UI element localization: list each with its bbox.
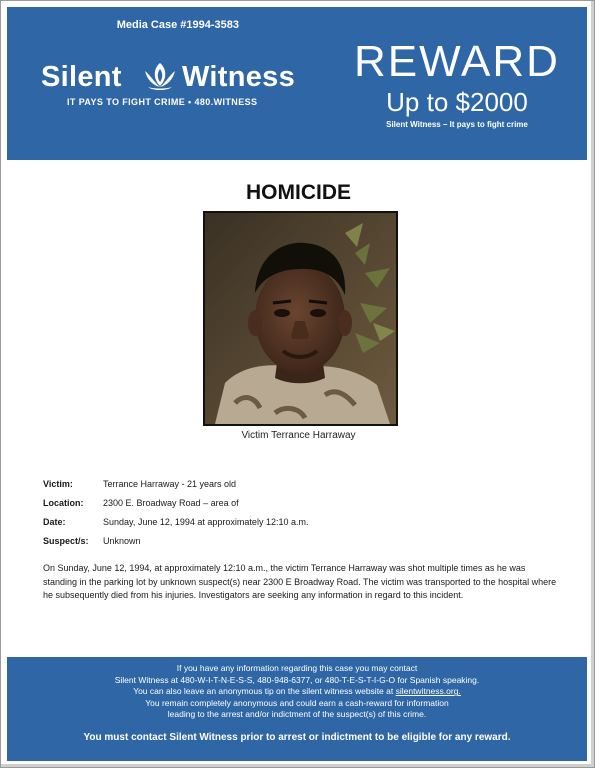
detail-row-date <box>43 517 563 536</box>
logo-word-witness: Witness <box>182 61 296 93</box>
reward-subtitle: Silent Witness – It pays to fight crime <box>386 120 528 129</box>
lotus-emblem-icon <box>141 59 179 95</box>
footer-banner <box>7 657 587 761</box>
detail-row-location <box>43 498 563 517</box>
footer-line <box>7 686 587 698</box>
case-details <box>43 479 563 555</box>
footer-line: Silent Witness at 480-W-I-T-N-E-S-S, 480-948-6377, or 480-T-E-S-T-I-G-O for Spanish speaking. <box>114 674 480 685</box>
logo-word-silent: Silent <box>41 61 122 93</box>
detail-value: 2300 E. Broadway Road – area of <box>103 498 239 508</box>
header-banner <box>7 7 587 160</box>
reward-heading: REWARD <box>354 37 560 86</box>
detail-value: Unknown <box>103 536 141 546</box>
silentwitness-website-link[interactable]: silentwitness.org. <box>395 686 461 697</box>
detail-label: Victim: <box>43 479 73 489</box>
footer-line-text: You can also leave an anonymous tip on the silent witness website at <box>133 686 396 697</box>
reward-eligibility-notice: You must contact Silent Witness prior to arrest or indictment to be eligible for any reward. <box>83 732 511 743</box>
victim-photo <box>203 211 398 426</box>
incident-narrative: On Sunday, June 12, 1994, at approximately 12:10 a.m., the victim Terrance Harraway was shot multiple times as he was standing in the parking lot by unknown suspect(s) near 2300 E Broadway Road. The victim was transported to the hospital where he subsequently died from his injuries. Investigators are seeking any information in regard to this incident. <box>43 563 557 600</box>
detail-value: Sunday, June 12, 1994 at approximately 12:10 a.m. <box>103 517 309 527</box>
reward-amount: Up to $2000 <box>386 87 528 117</box>
crime-type-title: HOMICIDE <box>246 181 351 204</box>
detail-label: Suspect/s: <box>43 536 89 546</box>
detail-row-suspects <box>43 536 563 555</box>
footer-line: You remain completely anonymous and could earn a cash-reward for information <box>145 697 449 708</box>
detail-label: Date: <box>43 517 66 527</box>
detail-row-victim <box>43 479 563 498</box>
contact-instructions <box>7 663 587 721</box>
detail-label: Location: <box>43 498 84 508</box>
footer-line: leading to the arrest and/or indictment of the suspect(s) of this crime. <box>167 709 427 720</box>
media-case-number: Media Case #1994-3583 <box>116 19 239 31</box>
silent-witness-logo <box>41 59 309 95</box>
detail-value: Terrance Harraway - 21 years old <box>103 479 237 489</box>
photo-caption: Victim Terrance Harraway <box>241 430 356 441</box>
footer-line: If you have any information regarding this case you may contact <box>176 663 418 673</box>
logo-tagline: IT PAYS TO FIGHT CRIME • 480.WITNESS <box>67 97 258 107</box>
